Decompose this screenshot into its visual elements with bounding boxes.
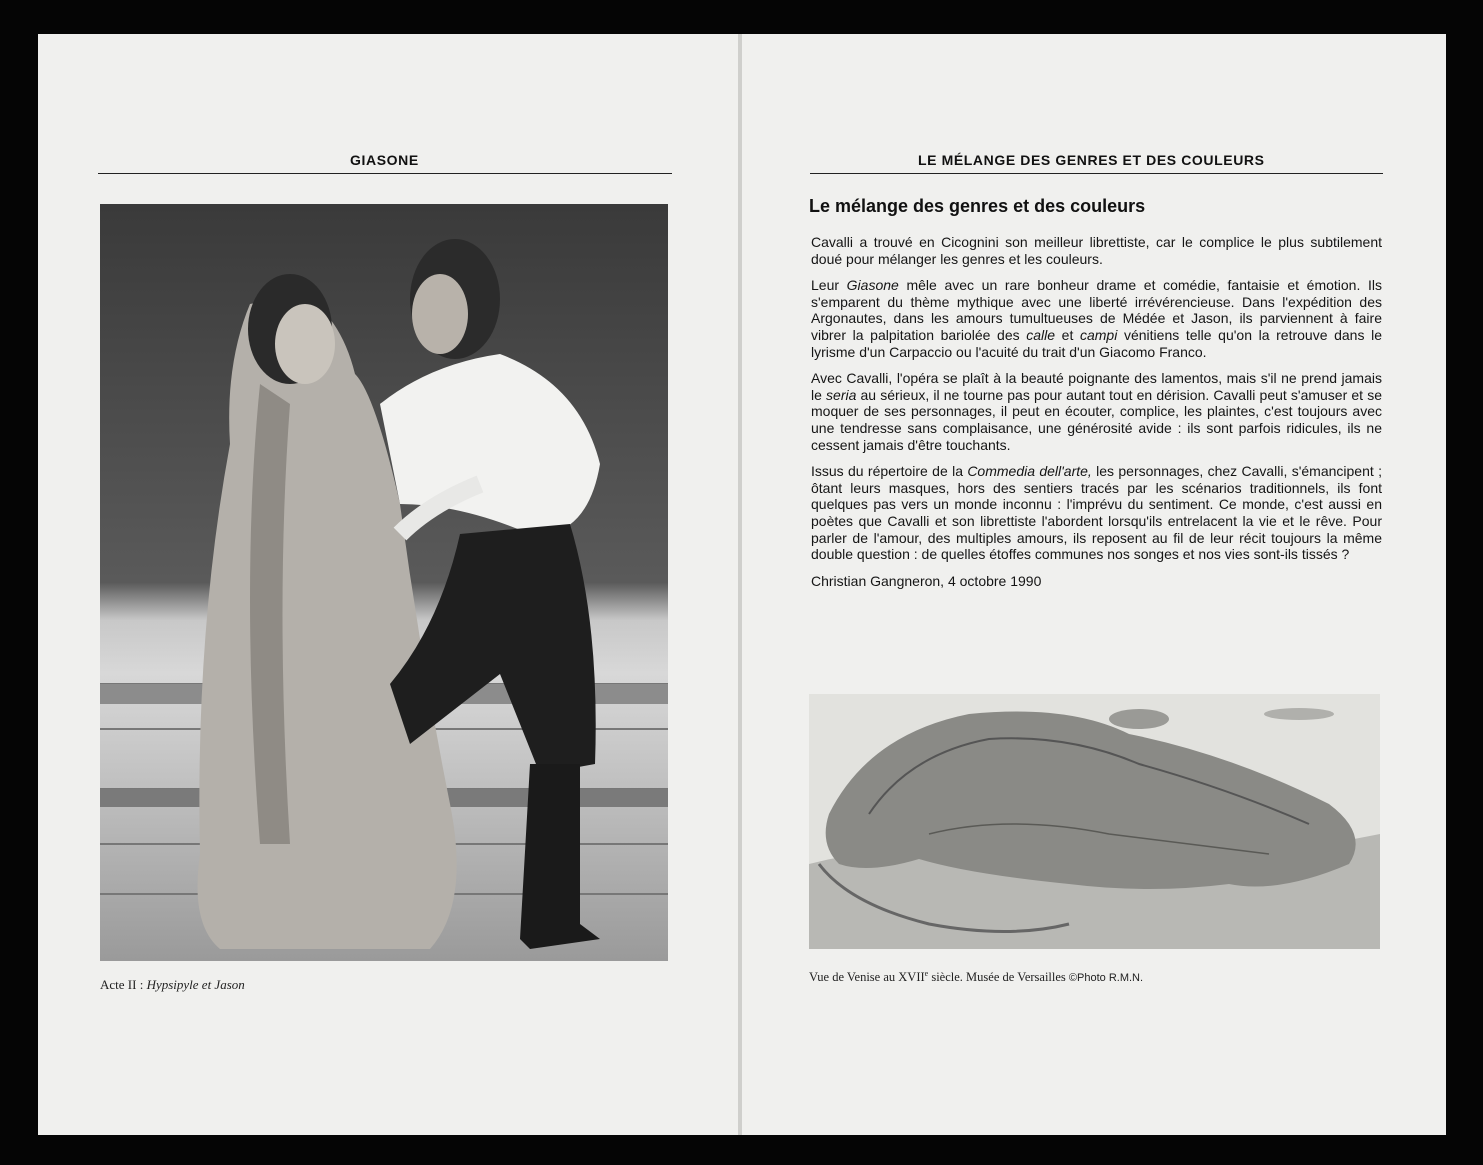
p2-text-a: Leur: [811, 277, 847, 294]
article-title: Le mélange des genres et des couleurs: [809, 196, 1146, 216]
map-caption-text-a: Vue de Venise au XVII: [809, 970, 925, 985]
paragraph-1: Cavalli a trouvé en Cicognini son meilleur librettiste, car le complice le plus subtilement doué pour mélanger les genres et les couleurs.: [811, 234, 1382, 267]
paragraph-4: [811, 463, 1382, 563]
p2-italic-calle: calle: [1026, 326, 1056, 343]
photo-caption: [100, 977, 245, 993]
p3-text-a: Avec Cavalli, l'opéra se plaît à la beauté poignante des lamentos, mais s'il ne prend jamais le: [811, 370, 1382, 403]
running-head-left: GIASONE: [350, 152, 419, 168]
p4-text-a: Issus du répertoire de la: [811, 463, 968, 480]
map-caption: [809, 969, 1143, 985]
article-body: [811, 234, 1382, 599]
right-page: [742, 34, 1446, 1135]
map-caption-text-b: siècle. Musée de Versailles: [928, 970, 1069, 985]
signature: Christian Gangneron, 4 octobre 1990: [811, 572, 1042, 589]
caption-prefix: Acte II :: [100, 977, 147, 992]
photo-credit: ©Photo R.M.N.: [1068, 972, 1144, 985]
p4-italic-commedia: Commedia dell'arte,: [967, 463, 1092, 480]
p4-text-c: les personnages, chez Cavalli, s'émancipent ; ôtant leurs masques, hors des sentiers tracés par les scénarios traditionnels, ils font quelques pas vers un monde inconnu : l'imprévu du sentiment. Ce monde, c'est aussi en poètes que Cavalli et son librettiste l'abordent lorsqu'ils entrelacent la vie et le rêve. Pour parler de l'amour, des multiples amours, ils reposent au fil de leur récit toujours la même double question : de quelles étoffes communes nos songes et nos vies sont-ils tissés ?: [811, 463, 1382, 563]
header-rule-right: [810, 173, 1383, 174]
venice-map-image: [809, 694, 1380, 949]
p3-italic-seria: seria: [826, 386, 857, 403]
p3-text-c: au sérieux, il ne tourne pas pour autant tout en dérision. Cavalli peut s'amuser et se moquer de ses personnages, il peut en écouter, complice, les plaintes, c'est toujours avec une tendresse sans complaisance, une générosité avide : ils sont parfois ridicules, ils ne cessent jamais d'être touchants.: [811, 386, 1382, 453]
paragraph-3: [811, 370, 1382, 453]
caption-italic: Hypsipyle et Jason: [146, 977, 245, 992]
p2-text-g: vénitiens telle qu'on la retrouve dans le lyrisme d'un Carpaccio ou l'acuité du trait d'un Giacomo Franco.: [811, 326, 1382, 360]
left-page: [38, 34, 738, 1135]
stage-photo: [100, 204, 668, 961]
paragraph-2: [811, 277, 1382, 360]
p2-italic-campi: campi: [1079, 326, 1118, 343]
p2-text-c: mêle avec un rare bonheur drame et comédie, fantaisie et émotion. Ils s'emparent du thème mythique avec une liberté irrévérencieuse. Dans l'expédition des Argonautes, dans les amours tumultueuses de Médée et Jason, ils parviennent à faire vibrer la palpitation bariolée des: [811, 277, 1382, 343]
header-rule-left: [98, 173, 672, 174]
p2-text-e: et: [1055, 326, 1080, 343]
p2-italic-giasone: Giasone: [846, 277, 899, 294]
running-head-right: LE MÉLANGE DES GENRES ET DES COULEURS: [918, 152, 1265, 168]
map-caption-superscript: e: [924, 969, 929, 978]
